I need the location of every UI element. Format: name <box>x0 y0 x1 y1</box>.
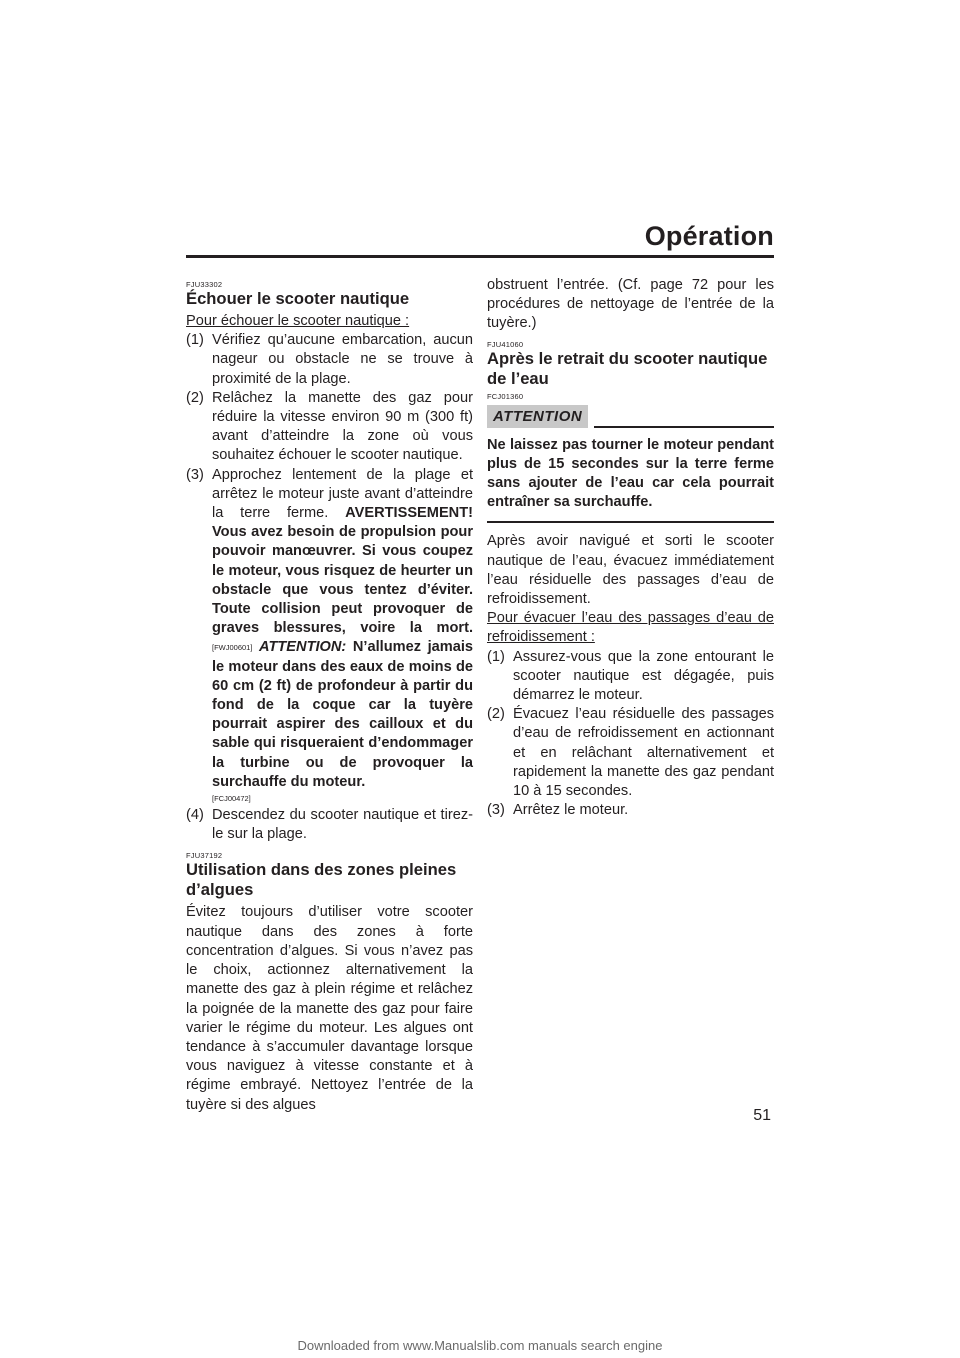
list-number: (2) <box>186 389 204 406</box>
list-item <box>487 705 774 801</box>
attention-badge: ATTENTION <box>487 405 588 428</box>
list-text: Vérifiez qu’aucune embarcation, aucun nageur ou obstacle ne se trouve à proximité de la plage. <box>212 332 473 387</box>
list-item <box>186 806 473 844</box>
section-code: FJU41060 <box>487 339 524 349</box>
list-number: (1) <box>487 648 505 665</box>
section-title-after-removal: Après le retrait du scooter nautique de l’eau <box>487 348 768 388</box>
subsection-heading: Pour évacuer l’eau des passages d’eau de refroidissement : <box>487 610 774 646</box>
list-text: Évacuez l’eau résiduelle des passages d’eau de refroidissement en actionnant et en relâchant alternativement et rapidement la manette des gaz pendant 10 à 15 secondes. <box>513 706 774 800</box>
list-item-code <box>186 792 473 806</box>
header-rule <box>186 255 774 258</box>
paragraph: obstruent l’entrée. (Cf. page 72 pour les procédures de nettoyage de l’entrée de la tuyère.) <box>487 277 774 332</box>
list-text: Arrêtez le moteur. <box>513 802 629 819</box>
section-code: FJU33302 <box>186 280 223 289</box>
section-title-weeds: Utilisation dans des zones pleines d’algues <box>186 860 457 900</box>
attention-code: FCJ01360 <box>487 391 524 401</box>
list-item <box>186 466 473 792</box>
list-text-plain: Approchez lentement de la plage et arrêtez le moteur juste avant d’atteindre la terre ferme. <box>212 466 473 522</box>
attention-text: N’allumez jamais le moteur dans des eaux de moins de 60 cm (2 ft) de profondeur à partir du fond de la coque car la tuyère pourrait aspirer des cailloux et du sable qui risqueraient d’endommager la turbine ou de provoquer la surchauffe du moteur. <box>212 639 473 790</box>
warning-code: [FWJ00601] <box>212 643 253 653</box>
list-item <box>186 331 473 389</box>
list-number: (3) <box>186 466 204 483</box>
list-number: (4) <box>186 807 204 824</box>
list-item <box>186 389 473 466</box>
attention-label: ATTENTION: <box>259 639 347 656</box>
paragraph: Évitez toujours d’utiliser votre scooter nautique dans des zones à forte concentration d’algues. Si vous n’avez pas le choix, actionnez alternativement la manette des gaz à plein régime et relâchez la poignée de la manette des gaz pour faire varier le régime du moteur. Les algues ont tendance à s’accumuler davantage lorsque vous naviguez à vitesse constante et à régime embrayé. Nettoyez l’entrée de la tuyère si des algues <box>186 904 473 1113</box>
list-number: (2) <box>487 706 505 723</box>
paragraph: Après avoir navigué et sorti le scooter nautique de l’eau, évacuez immédiatement l’eau résiduelle des passages d’eau de refroidissement. <box>487 533 774 608</box>
list-item <box>487 801 774 820</box>
list-text: Descendez du scooter nautique et tirez-le sur la plage. <box>212 807 473 843</box>
list-number: (3) <box>487 802 505 819</box>
footer-link[interactable]: Downloaded from www.Manualslib.com manuals search engine <box>297 1338 663 1353</box>
list-number: (1) <box>186 332 204 349</box>
list-text <box>212 466 473 792</box>
attention-bottom-rule <box>487 521 774 523</box>
attention-header <box>487 405 774 428</box>
warning-text: AVERTISSEMENT! Vous avez besoin de propulsion pour pouvoir manœuvrer. Si vous coupez le moteur, vous risquez de heurter un obstacle que vous tentez d’éviter. Toute collision peut provoquer de graves blessures, voire la mort. <box>212 505 473 637</box>
list-text: Assurez-vous que la zone entourant le scooter nautique est dégagée, puis démarrez le moteur. <box>513 648 774 704</box>
page-number: 51 <box>753 1107 771 1124</box>
left-column <box>186 276 473 1115</box>
subsection-heading: Pour échouer le scooter nautique : <box>186 313 410 329</box>
right-column <box>487 276 774 820</box>
page-title: Opération <box>644 221 774 251</box>
list-text: Relâchez la manette des gaz pour réduire la vitesse environ 90 m (300 ft) avant d’atteindre la zone où vous souhaitez échouer le scooter nautique. <box>212 389 473 464</box>
attention-text: Ne laissez pas tourner le moteur pendant plus de 15 secondes sur la terre ferme sans ajouter de l’eau car cela pourrait entraîner sa surchauffe. <box>487 436 774 511</box>
attention-code: [FCJ00472] <box>212 794 251 804</box>
list-item <box>487 648 774 706</box>
section-title-beaching: Échouer le scooter nautique <box>186 289 410 308</box>
attention-rule <box>594 426 774 428</box>
section-code: FJU37192 <box>186 851 223 861</box>
